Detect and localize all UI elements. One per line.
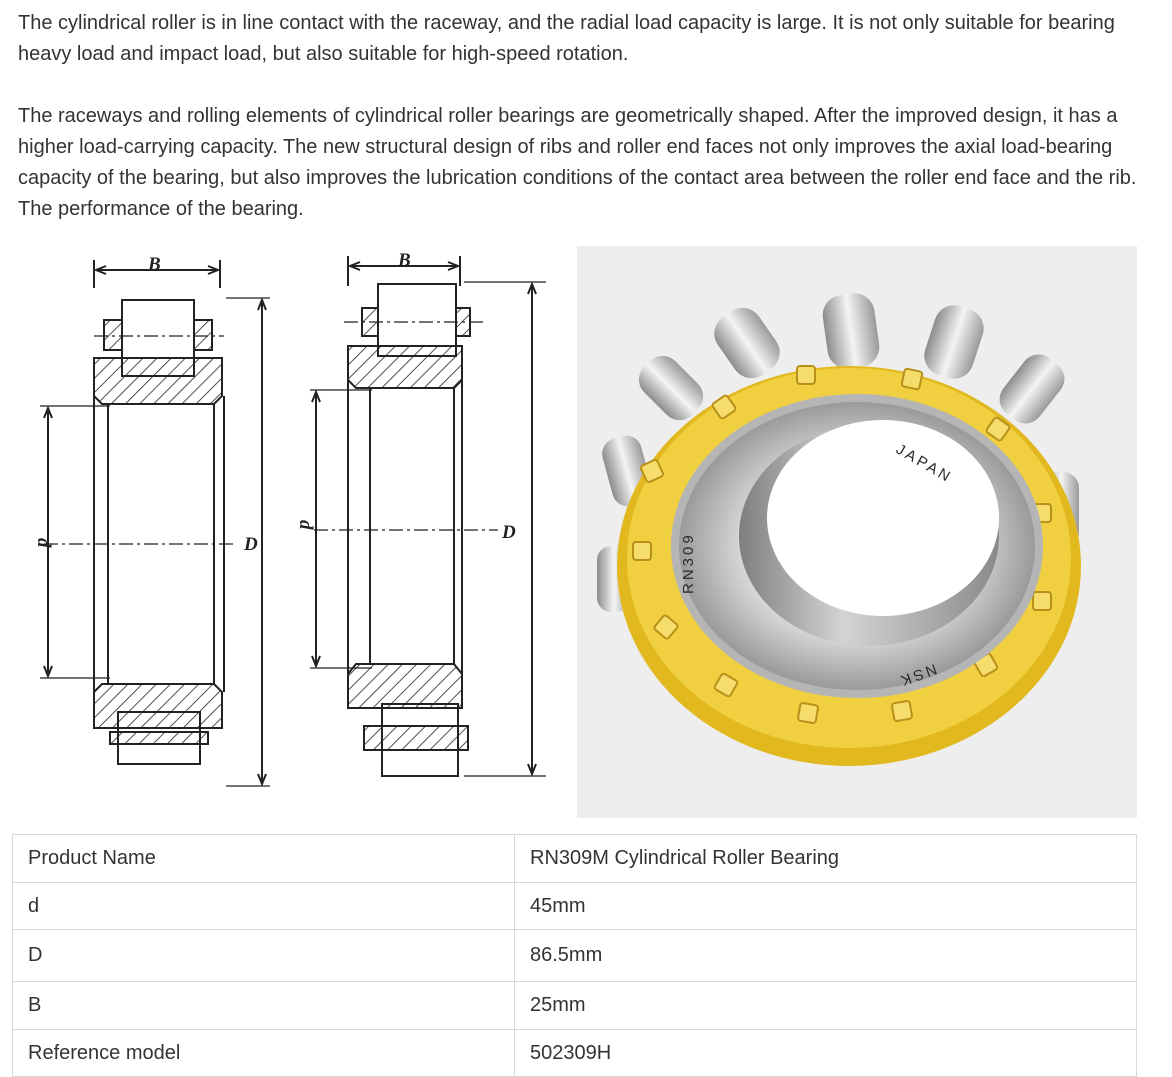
right-d-small-label: d: [295, 520, 316, 530]
spec-key: d: [13, 883, 515, 930]
spec-key: Product Name: [13, 835, 515, 883]
spec-key: B: [13, 982, 515, 1030]
spec-key: Reference model: [13, 1030, 515, 1077]
table-row: [13, 1030, 1137, 1077]
description-paragraph-2: The raceways and rolling elements of cylindrical roller bearings are geometrically shaped. After the improved design, it has a higher load-carrying capacity. The new structural design of ribs and roller end faces not only improves the axial load-bearing capacity of the bearing, but also improves the lubrication conditions of the contact area between the roller end face and the rib. The performance of the bearing.: [18, 105, 1137, 220]
right-d-large-label: D: [502, 522, 516, 543]
table-row: [13, 883, 1137, 930]
right-bearing-section: [310, 256, 546, 776]
table-row: [13, 835, 1137, 883]
spec-key: D: [13, 930, 515, 982]
spec-value: 25mm: [515, 982, 1137, 1030]
spec-table: [12, 834, 1137, 1077]
left-bearing-section: [40, 260, 270, 786]
spec-value: 45mm: [515, 883, 1137, 930]
table-row: [13, 930, 1137, 982]
table-row: [13, 982, 1137, 1030]
spec-value: RN309M Cylindrical Roller Bearing: [515, 835, 1137, 883]
spec-value: 502309H: [515, 1030, 1137, 1077]
left-b-label: B: [148, 254, 161, 275]
spec-value: 86.5mm: [515, 930, 1137, 982]
left-d-small-label: d: [33, 538, 54, 548]
japan-engraving: JAPAN: [893, 440, 956, 487]
model-engraving: RN309: [680, 532, 697, 594]
right-b-label: B: [398, 250, 411, 271]
brand-engraving: NSK: [895, 660, 939, 690]
left-d-large-label: D: [244, 534, 258, 555]
description-paragraph-1: The cylindrical roller is in line contact with the raceway, and the radial load capacity is large. It is not only suitable for bearing heavy load and impact load, but also suitable for high-speed rotation.: [18, 12, 1115, 65]
bearing-product-photo: [577, 246, 1137, 818]
bearing-technical-drawing: [14, 246, 566, 818]
